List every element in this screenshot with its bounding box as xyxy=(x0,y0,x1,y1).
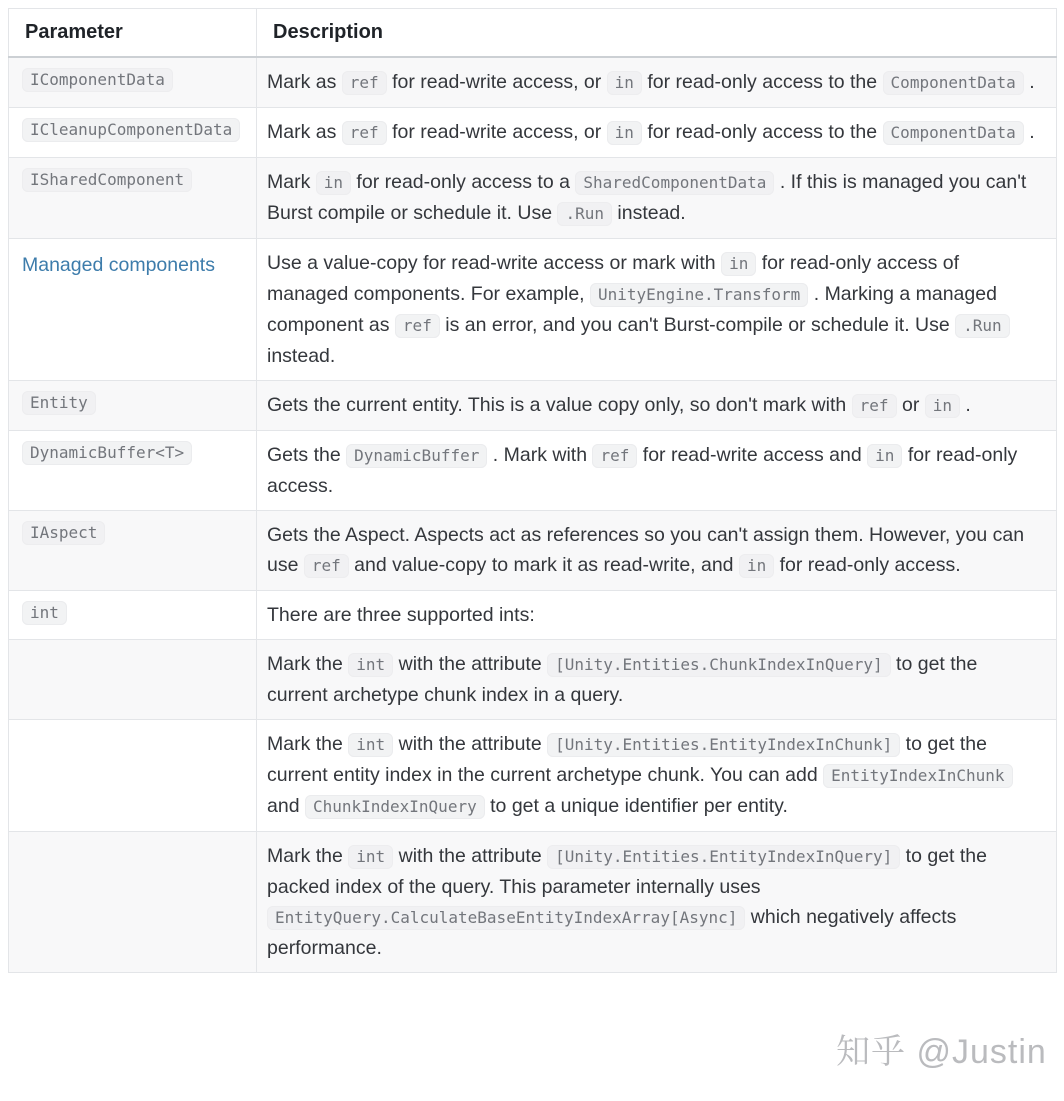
table-row xyxy=(9,591,1057,640)
code-chip: EntityQuery.CalculateBaseEntityIndexArray[Async] xyxy=(267,906,745,930)
code-chip: in xyxy=(739,554,774,578)
code-chip: int xyxy=(348,733,393,757)
table-header-row xyxy=(9,9,1057,58)
desc-cell: Mark the int with the attribute [Unity.Entities.ChunkIndexInQuery] to get the current archetype chunk index in a query. xyxy=(257,640,1057,720)
desc-cell: Use a value-copy for read-write access or mark with in for read-only access of managed components. For example, UnityEngine.Transform . Marking a managed component as ref is an error, and you can't Burst-compile or schedule it. Use .Run instead. xyxy=(257,239,1057,381)
code-chip: ref xyxy=(342,121,387,145)
param-cell xyxy=(9,431,257,511)
code-chip: in xyxy=(607,121,642,145)
code-chip: ref xyxy=(592,444,637,468)
code-chip: int xyxy=(348,653,393,677)
desc-cell: Gets the current entity. This is a value copy only, so don't mark with ref or in . xyxy=(257,381,1057,431)
table-row xyxy=(9,381,1057,431)
code-chip: ref xyxy=(395,314,440,338)
code-chip: .Run xyxy=(955,314,1010,338)
code-chip: EntityIndexInChunk xyxy=(823,764,1012,788)
code-chip: in xyxy=(721,252,756,276)
table-header xyxy=(9,9,1057,58)
desc-cell: There are three supported ints: xyxy=(257,591,1057,640)
code-chip: ComponentData xyxy=(883,121,1024,145)
desc-cell: Mark as ref for read-write access, or in for read-only access to the ComponentData . xyxy=(257,108,1057,158)
code-chip: ChunkIndexInQuery xyxy=(305,795,485,819)
header-cell-description: Description xyxy=(257,9,1057,58)
param-cell xyxy=(9,57,257,108)
table-row xyxy=(9,158,1057,239)
code-chip: [Unity.Entities.ChunkIndexInQuery] xyxy=(547,653,891,677)
code-chip: DynamicBuffer<T> xyxy=(22,441,192,465)
table-row xyxy=(9,640,1057,720)
code-chip: ICleanupComponentData xyxy=(22,118,240,142)
table-row xyxy=(9,511,1057,591)
code-chip: int xyxy=(348,845,393,869)
table-body xyxy=(9,57,1057,973)
code-chip: ref xyxy=(342,71,387,95)
code-chip: DynamicBuffer xyxy=(346,444,487,468)
param-cell xyxy=(9,511,257,591)
code-chip: ref xyxy=(852,394,897,418)
code-chip: in xyxy=(607,71,642,95)
param-cell xyxy=(9,381,257,431)
code-chip: in xyxy=(867,444,902,468)
code-chip: in xyxy=(925,394,960,418)
table-row xyxy=(9,57,1057,108)
desc-cell: Gets the DynamicBuffer . Mark with ref for read-write access and in for read-only access. xyxy=(257,431,1057,511)
param-cell xyxy=(9,239,257,381)
code-chip: UnityEngine.Transform xyxy=(590,283,808,307)
desc-cell: Gets the Aspect. Aspects act as references so you can't assign them. However, you can use ref and value-copy to mark it as read-write, and in for read-only access. xyxy=(257,511,1057,591)
table-row xyxy=(9,720,1057,832)
table-row xyxy=(9,431,1057,511)
table-row xyxy=(9,832,1057,973)
param-cell xyxy=(9,832,257,973)
table-row xyxy=(9,108,1057,158)
code-chip: [Unity.Entities.EntityIndexInChunk] xyxy=(547,733,900,757)
code-chip: [Unity.Entities.EntityIndexInQuery] xyxy=(547,845,900,869)
param-cell xyxy=(9,591,257,640)
desc-cell: Mark the int with the attribute [Unity.Entities.EntityIndexInChunk] to get the current entity index in the current archetype chunk. You can add EntityIndexInChunk and ChunkIndexInQuery to get a unique identifier per entity. xyxy=(257,720,1057,832)
code-chip: IComponentData xyxy=(22,68,173,92)
code-chip: ISharedComponent xyxy=(22,168,192,192)
code-chip: int xyxy=(22,601,67,625)
watermark: 知乎 @Justin xyxy=(836,1033,1047,1071)
code-chip: .Run xyxy=(557,202,612,226)
header-cell-parameter: Parameter xyxy=(9,9,257,58)
param-cell xyxy=(9,640,257,720)
code-chip: ref xyxy=(304,554,349,578)
desc-cell: Mark in for read-only access to a SharedComponentData . If this is managed you can't Burst compile or schedule it. Use .Run instead. xyxy=(257,158,1057,239)
code-chip: ComponentData xyxy=(883,71,1024,95)
param-cell xyxy=(9,720,257,832)
parameter-description-table xyxy=(8,8,1057,973)
table-row xyxy=(9,239,1057,381)
code-chip: SharedComponentData xyxy=(575,171,774,195)
param-cell xyxy=(9,108,257,158)
param-cell xyxy=(9,158,257,239)
managed-components-link[interactable]: Managed components xyxy=(22,254,215,276)
desc-cell: Mark as ref for read-write access, or in for read-only access to the ComponentData . xyxy=(257,57,1057,108)
code-chip: Entity xyxy=(22,391,96,415)
code-chip: IAspect xyxy=(22,521,105,545)
code-chip: in xyxy=(316,171,351,195)
desc-cell: Mark the int with the attribute [Unity.Entities.EntityIndexInQuery] to get the packed index of the query. This parameter internally uses EntityQuery.CalculateBaseEntityIndexArray[Async] which negatively affects performance. xyxy=(257,832,1057,973)
